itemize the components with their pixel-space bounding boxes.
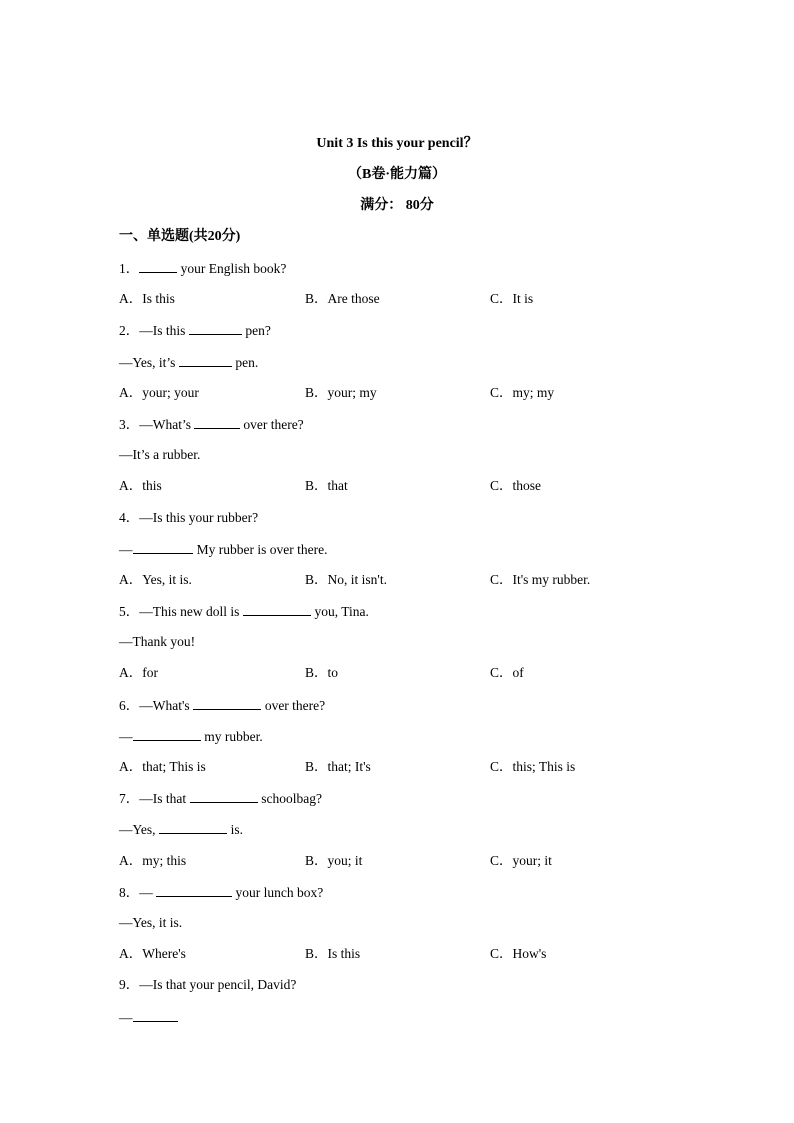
answer-blank[interactable] [133,540,194,554]
reply-text: — [119,541,133,557]
stem-text: over there? [239,416,304,432]
question-7-reply [119,820,719,851]
question-2-stem [119,321,719,352]
stem-text: 2．—Is this [119,323,189,339]
answer-blank[interactable] [159,820,227,834]
stem-text: pen? [241,323,271,339]
option-b[interactable]: B．to [305,665,339,681]
answer-blank[interactable] [156,883,232,897]
option-c[interactable]: C．of [490,665,524,681]
option-b[interactable]: B．Is this [305,946,361,962]
question-9-reply [119,1008,719,1039]
section-heading: 一、单选题(共20分) [119,229,241,244]
page-subtitle: （B卷·能力篇） [347,167,446,182]
reply-text: — [119,728,133,744]
question-7-options [119,852,719,883]
answer-blank[interactable] [193,696,261,710]
question-4-stem [119,509,719,540]
answer-blank[interactable] [189,321,242,335]
question-6-stem [119,696,719,727]
option-a[interactable]: A．Yes, it is. [119,571,192,587]
stem-text: 8．— [119,884,157,900]
option-a[interactable]: A．this [119,478,162,494]
option-c[interactable]: C．this; This is [490,759,576,774]
stem-text: your English book? [177,261,287,276]
option-a[interactable]: A．for [119,665,158,681]
reply-text: — [119,1009,133,1025]
option-c[interactable]: C．It is [490,291,534,307]
option-a[interactable]: A．Where's [119,946,186,962]
stem-text: 9．—Is that your pencil, David? [119,977,297,993]
question-6-options [119,758,719,789]
reply-text: pen. [231,354,259,370]
answer-blank[interactable] [194,415,240,429]
reply-text: —Yes, it is. [119,914,183,930]
question-3-options [119,477,719,508]
page-title: Unit 3 Is this your pencil？ [316,136,478,151]
option-a[interactable]: A．your; your [119,384,199,400]
stem-text: 4．—Is this your rubber? [119,509,259,525]
stem-text: over there? [261,697,326,713]
option-b[interactable]: B．that; It's [305,759,371,774]
question-8-options [119,945,719,976]
reply-text: My rubber is over there. [193,541,328,557]
answer-blank[interactable] [133,727,201,741]
stem-text: you, Tina. [311,604,369,620]
stem-text: 1． [119,261,140,276]
reply-text: —Yes, [119,822,159,838]
stem-text: your lunch box? [232,884,324,900]
option-a[interactable]: A．that; This is [119,759,206,774]
option-b[interactable]: B．you; it [305,852,363,868]
answer-blank[interactable] [139,259,177,273]
question-4-reply [119,540,719,571]
reply-text: is. [227,822,244,838]
question-2-reply [119,353,719,384]
question-2-options [119,384,719,415]
total-score: 满分： 80分 [360,198,434,213]
reply-text: —It’s a rubber. [119,447,201,463]
option-b[interactable]: B．Are those [305,291,380,307]
answer-blank[interactable] [243,602,311,616]
option-c[interactable]: C．those [490,478,542,494]
question-9-stem [119,976,719,1007]
question-1-options [119,290,719,321]
stem-text: schoolbag? [257,791,322,807]
question-8-reply [119,914,719,945]
question-4-options [119,571,719,602]
question-1-stem [119,259,719,290]
stem-text: 3．—What’s [119,416,195,432]
option-b[interactable]: B．your; my [305,384,377,400]
reply-text: my rubber. [200,728,263,744]
question-5-stem [119,602,719,633]
option-c[interactable]: C．your; it [490,852,552,868]
option-c[interactable]: C．How's [490,946,547,962]
reply-text: —Thank you! [119,634,196,650]
question-6-reply [119,727,719,758]
option-a[interactable]: A．my; this [119,852,187,868]
question-list [119,259,719,1039]
option-c[interactable]: C．my; my [490,384,555,400]
answer-blank[interactable] [133,1008,179,1022]
question-3-reply [119,446,719,477]
option-a[interactable]: A．Is this [119,291,175,307]
option-b[interactable]: B．that [305,478,348,494]
question-5-reply [119,633,719,664]
reply-text: —Yes, it’s [119,354,179,370]
question-5-options [119,664,719,695]
answer-blank[interactable] [179,353,232,367]
answer-blank[interactable] [190,789,258,803]
option-b[interactable]: B．No, it isn't. [305,571,387,587]
stem-text: 7．—Is that [119,791,190,807]
question-3-stem [119,415,719,446]
option-c[interactable]: C．It's my rubber. [490,571,591,587]
stem-text: 6．—What's [119,697,194,713]
question-7-stem [119,789,719,820]
question-8-stem [119,883,719,914]
stem-text: 5．—This new doll is [119,604,243,620]
